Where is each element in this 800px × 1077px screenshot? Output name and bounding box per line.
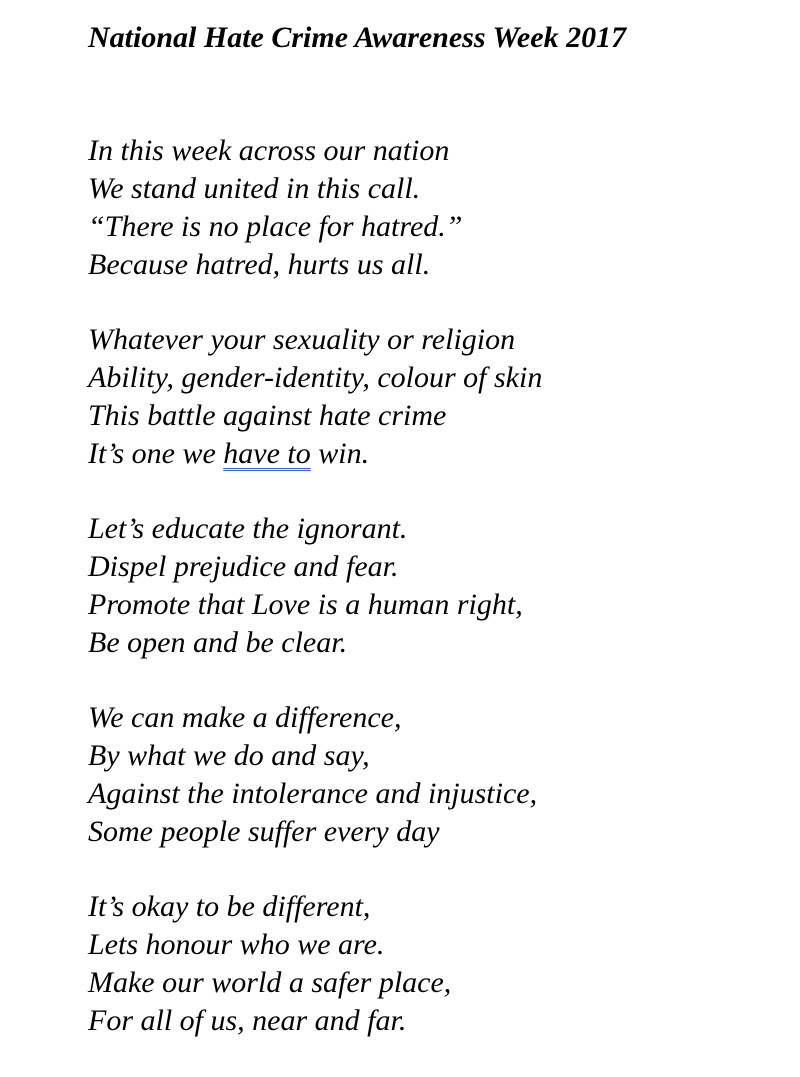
stanza-2 xyxy=(88,321,778,473)
poem-line: We stand united in this call. xyxy=(88,172,421,205)
poem-line: “There is no place for hatred.” xyxy=(88,210,463,243)
poem-line: Some people suffer every day xyxy=(88,815,440,848)
poem-line: Make our world a safer place, xyxy=(88,966,452,999)
grammar-marked-phrase[interactable]: have to xyxy=(223,437,311,470)
poem-line: Let’s educate the ignorant. xyxy=(88,512,408,545)
poem-body xyxy=(88,132,778,1077)
line-text-before: It’s one we xyxy=(88,437,224,470)
document-title: National Hate Crime Awareness Week 2017 xyxy=(88,21,627,54)
poem-line: Whatever your sexuality or religion xyxy=(88,323,516,356)
poem-line: Dispel prejudice and fear. xyxy=(88,550,399,583)
poem-line: Promote that Love is a human right, xyxy=(88,588,523,621)
line-text-after: win. xyxy=(310,437,370,470)
poem-line-with-grammar-mark xyxy=(88,435,778,473)
stanza-5 xyxy=(88,888,778,1040)
poem-line: It’s okay to be different, xyxy=(88,890,371,923)
poem-line: For all of us, near and far. xyxy=(88,1004,407,1037)
poem-line: This battle against hate crime xyxy=(88,399,447,432)
poem-line: Be open and be clear. xyxy=(88,626,348,659)
stanza-3 xyxy=(88,510,778,662)
poem-line: Because hatred, hurts us all. xyxy=(88,248,431,281)
poem-line: Ability, gender-identity, colour of skin xyxy=(88,361,543,394)
poem-line: Lets honour who we are. xyxy=(88,928,385,961)
stanza-4 xyxy=(88,699,778,851)
poem-line: Against the intolerance and injustice, xyxy=(88,777,538,810)
poem-line: We can make a difference, xyxy=(88,701,402,734)
poem-line: By what we do and say, xyxy=(88,739,370,772)
poem-line: In this week across our nation xyxy=(88,134,450,167)
stanza-1 xyxy=(88,132,778,284)
